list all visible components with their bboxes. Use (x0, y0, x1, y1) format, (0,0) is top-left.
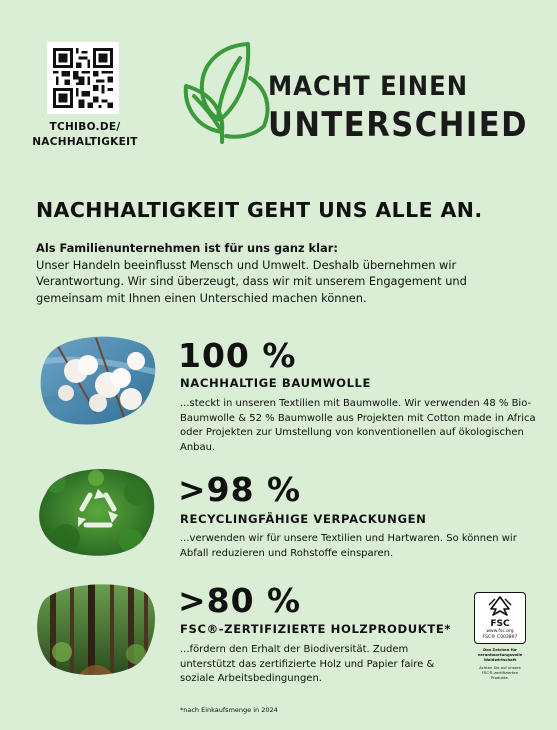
recycling-image (36, 463, 160, 559)
stat-cotton-value: 100 % (178, 336, 297, 375)
qr-caption-line1: TCHIBO.DE/ (49, 121, 121, 133)
cotton-image (36, 333, 160, 429)
stat-cotton-text: ...steckt in unseren Textilien mit Baumwolle. Wir verwenden 48 % Bio-Baumwolle & 52 % Baumwolle aus Projekten mit Cotton made in Africa oder Projekten zur Umstellung von konventionellen auf ökologischen Anbau. (180, 398, 536, 453)
stat-wood-text: ...fördern den Erhalt der Biodiversität. Zudem unterstützt das zertifizierte Holz und Papier faire & soziale Arbeitsbedingungen. (180, 644, 435, 684)
headline-line1: MACHT EINEN (268, 71, 469, 102)
stat-cotton-label: NACHHALTIGE BAUMWOLLE (180, 376, 372, 390)
fsc-logo-text: FSC (490, 619, 510, 629)
intro-paragraph (36, 240, 536, 306)
intro-body: Unser Handeln beeinflusst Mensch und Umwelt. Deshalb übernehmen wir Verantwortung. Wir sind überzeugt, dass wir mit unserem Engagement und gemeinsam mit Ihnen einen Unterschied machen können. (36, 257, 467, 305)
headline (268, 70, 528, 146)
qr-caption[interactable] (30, 120, 140, 150)
stat-packaging-value: >98 % (178, 470, 302, 509)
headline-line2: UNTERSCHIED (268, 105, 529, 145)
stat-packaging-text: ...verwenden wir für unsere Textilien und Hartwaren. So können wir Abfall reduzieren und Rohstoffe einsparen. (180, 533, 517, 559)
fsc-tree-icon (487, 595, 513, 619)
stat-wood-value: >80 % (178, 581, 302, 620)
intro-lead: Als Familienunternehmen ist für uns ganz klar: (36, 241, 338, 255)
stat-packaging-label: RECYCLINGFÄHIGE VERPACKUNGEN (180, 512, 427, 526)
fsc-logo (474, 592, 526, 644)
fsc-caption-2: Achten Sie auf unsere FSC®-zertifizierten Produkte. (479, 665, 521, 680)
stat-wood-label: FSC®-ZERTIFIZIERTE HOLZPRODUKTE* (180, 622, 452, 636)
footnote: *nach Einkaufsmenge in 2024 (180, 706, 278, 714)
fsc-caption-1: Das Zeichen für verantwortungsvolle Waldwirtschaft (477, 647, 523, 662)
fsc-badge (474, 592, 526, 680)
leaf-logo-icon (178, 36, 278, 144)
qr-code-icon (53, 48, 113, 108)
fsc-code: FSC® C003897 (482, 635, 518, 640)
page-title: NACHHALTIGKEIT GEHT UNS ALLE AN. (36, 198, 483, 222)
qr-caption-line2: NACHHALTIGKEIT (32, 136, 138, 148)
forest-image (36, 582, 160, 678)
qr-code (47, 42, 119, 114)
fsc-url: www.fsc.org (486, 629, 514, 634)
